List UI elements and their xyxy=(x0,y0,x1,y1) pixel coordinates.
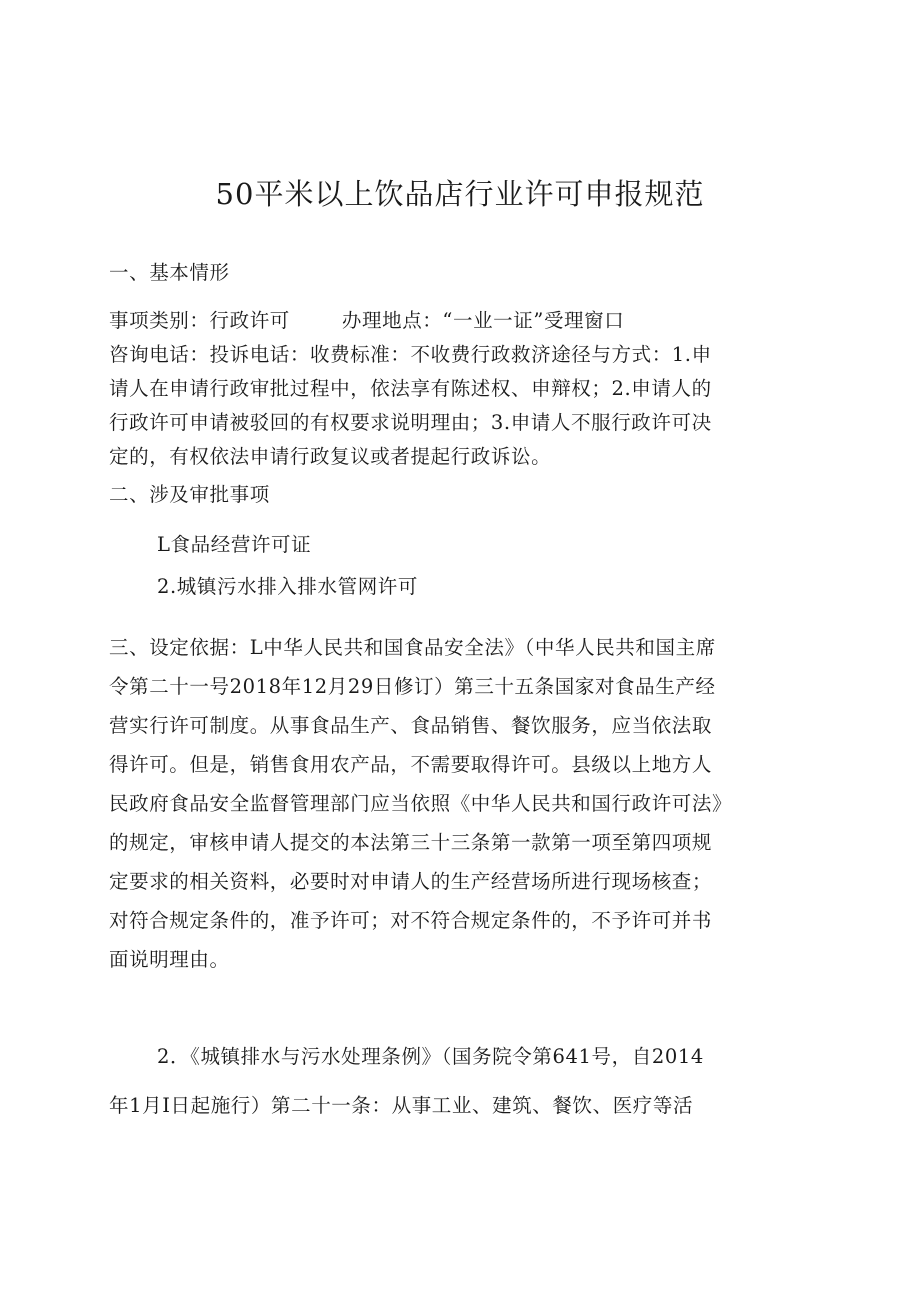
section-heading-basic: 一、基本情形 xyxy=(109,261,230,284)
paragraph-line: 的规定，审核申请人提交的本法第三十三条第一款第一项至第四项规 xyxy=(109,831,713,854)
paragraph-line: 定要求的相关资料，必要时对申请人的生产经营场所进行现场核查； xyxy=(109,870,713,893)
paragraph-line: 定的，有权依法申请行政复议或者提起行政诉讼。 xyxy=(109,445,552,468)
paragraph-line: 咨询电话：投诉电话：收费标准：不收费行政救济途径与方式：1.申 xyxy=(109,343,712,366)
handling-location: 办理地点：“一业一证”受理窗口 xyxy=(341,309,625,332)
approval-item: L食品经营许可证 xyxy=(157,533,312,556)
paragraph-line: 令第二十一号2018年12月29日修订）第三十五条国家对食品生产经 xyxy=(109,675,716,698)
paragraph-line: 营实行许可制度。从事食品生产、食品销售、餐饮服务，应当依法取 xyxy=(109,714,713,737)
paragraph-line: 年1月I日起施行）第二十一条：从事工业、建筑、餐饮、医疗等活 xyxy=(109,1094,694,1117)
paragraph-line: 民政府食品安全监督管理部门应当依照《中华人民共和国行政许可法》 xyxy=(109,792,733,815)
item-category: 事项类别：行政许可 xyxy=(109,309,290,332)
section-heading-approvals: 二、涉及审批事项 xyxy=(109,483,270,506)
approval-item: 2.城镇污水排入排水管网许可 xyxy=(157,575,419,598)
paragraph-line: 得许可。但是，销售食用农产品，不需要取得许可。县级以上地方人 xyxy=(109,753,713,776)
paragraph-line: 对符合规定条件的，准予许可；对不符合规定条件的，不予许可并书 xyxy=(109,909,713,932)
paragraph-line: 三、设定依据：L中华人民共和国食品安全法》（中华人民共和国主席 xyxy=(109,636,716,659)
paragraph-line: 行政许可申请被驳回的有权要求说明理由；3.申请人不服行政许可决 xyxy=(109,411,712,434)
paragraph-line: 2．《城镇排水与污水处理条例》（国务院令第641号，自2014 xyxy=(157,1045,704,1068)
document-title: 50平米以上饮品店行业许可申报规范 xyxy=(215,177,705,211)
basic-info-line xyxy=(109,306,819,336)
paragraph-line: 请人在申请行政审批过程中，依法享有陈述权、申辩权；2.申请人的 xyxy=(109,377,712,400)
paragraph-line: 面说明理由。 xyxy=(109,948,230,971)
